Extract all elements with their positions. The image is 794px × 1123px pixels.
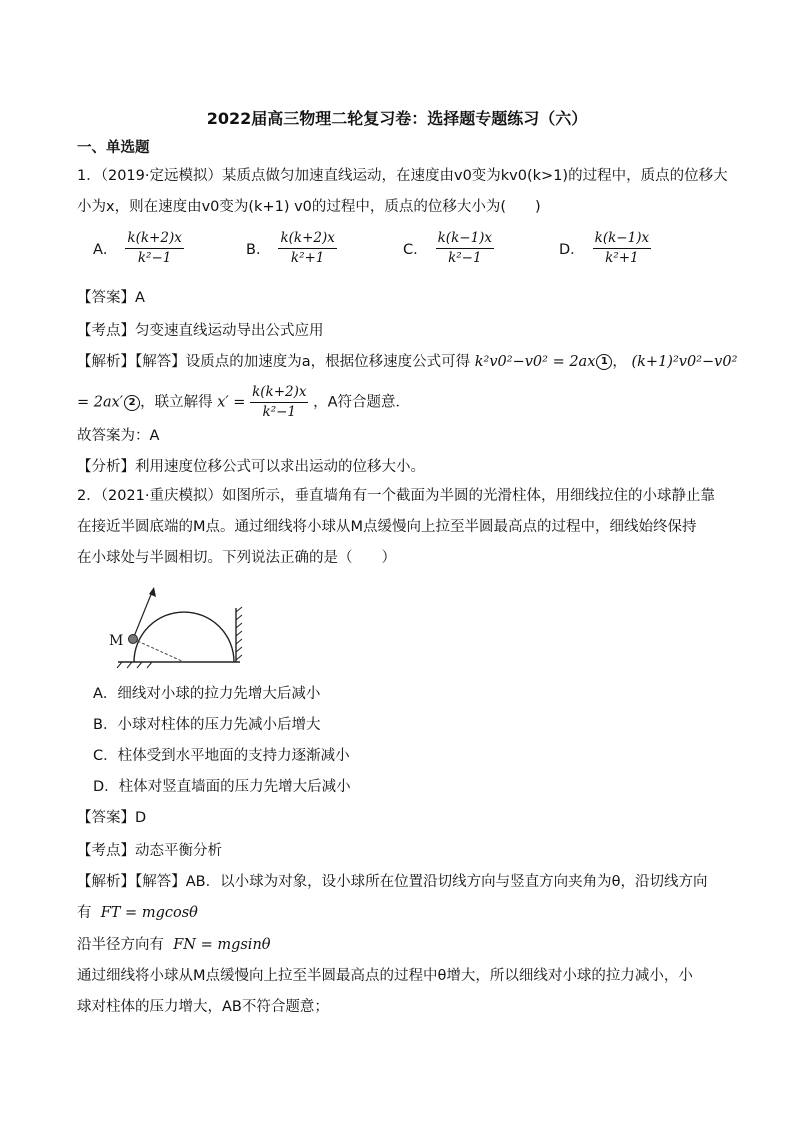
result-fraction: $\frac{k(k+2)x}{\text{k²−1}}$: [252, 384, 307, 420]
q2-stem-line2: 在接近半圆底端的M点。通过细线将小球从M点缓慢向上拉至半圆最高点的过程中，细线始终保持: [77, 519, 697, 535]
option-fraction: $\frac{k(k+2)x}{\text{k²−1}}$: [127, 230, 182, 266]
q1-stem-line1: 1．（2019·定远模拟）某质点做匀加速直线运动，在速度由v0变为kv0(k>1)的过程中，质点的位移大: [77, 168, 728, 184]
q1-fenxi: 【分析】利用速度位移公式可以求出运动的位移大小。: [77, 459, 425, 475]
q2-answer: 【答案】D: [77, 810, 147, 826]
semicircle-cylinder-figure: [100, 582, 260, 672]
svg-text:M: M: [109, 633, 124, 649]
option-fraction: $\frac{k(k-1)x}{\text{k²+1}}$: [594, 230, 650, 266]
q2-option-a: A．细线对小球的拉力先增大后减小: [93, 686, 321, 702]
q2-solution-line5: 球对柱体的压力增大，AB不符合题意；: [77, 999, 329, 1015]
q1-stem-line2: 小为x，则在速度由v0变为(k+1) v0的过程中，质点的位移大小为( ): [77, 199, 541, 215]
q2-solution-line2: 有 FT = mgcosθ: [77, 905, 198, 921]
q1-option-a: [93, 230, 184, 267]
q1-answer: 【答案】A: [77, 290, 145, 306]
q2-solution-line4: 通过细线将小球从M点缓慢向上拉至半圆最高点的过程中θ增大，所以细线对小球的拉力减小，小: [77, 968, 693, 984]
circled-1: 1: [596, 354, 612, 370]
q1-solution-line2: = 2ax′ 2 ，联立解得 x′ = $\frac{k(k+2)x}{\text{k²−1}}$ ，A符合题意．: [77, 384, 411, 420]
q2-option-c: C．柱体受到水平地面的支持力逐渐减小: [93, 748, 350, 764]
q2-option-b: B．小球对柱体的压力先减小后增大: [93, 717, 321, 733]
option-label: C．: [403, 242, 428, 258]
option-fraction: $\frac{k(k+2)x}{\text{k²+1}}$: [280, 230, 335, 266]
q2-solution-line1: 【解析】【解答】AB．以小球为对象，设小球所在位置沿切线方向与竖直方向夹角为θ，沿切线方向: [77, 874, 708, 890]
q2-kaodian: 【考点】动态平衡分析: [77, 843, 222, 859]
equation-1: k²v0²−v0² = 2ax: [474, 354, 596, 370]
result-lhs: x′ =: [217, 394, 246, 411]
q1-option-b: [246, 230, 337, 267]
q1-solution-line1: 【解析】【解答】设质点的加速度为a，根据位移速度公式可得 k²v0²−v0² = 2ax 1 ， (k+1)²v0²−v0²: [77, 354, 738, 370]
equation-ft: FT = mgcosθ: [100, 905, 198, 921]
circled-2: 2: [124, 395, 140, 411]
option-label: B．: [246, 242, 271, 258]
q1-final-answer: 故答案为：A: [77, 428, 160, 444]
equation-2-right: = 2ax′: [77, 394, 124, 411]
page-title: 2022届高三物理二轮复习卷：选择题专题练习（六）: [206, 109, 588, 128]
q2-solution-line3: 沿半径方向有 FN = mgsinθ: [77, 937, 271, 953]
equation-fn: FN = mgsinθ: [173, 937, 271, 953]
q2-stem-line1: 2．（2021·重庆模拟）如图所示，垂直墙角有一个截面为半圆的光滑柱体，用细线拉住的小球静止靠: [77, 488, 715, 504]
q1-kaodian: 【考点】匀变速直线运动导出公式应用: [77, 323, 324, 339]
q2-option-d: D．柱体对竖直墙面的压力先增大后减小: [93, 779, 351, 795]
option-label: D．: [559, 242, 585, 258]
option-label: A．: [93, 242, 118, 258]
q1-option-c: [403, 230, 494, 267]
equation-2-left: (k+1)²v0²−v0²: [631, 354, 738, 370]
section-heading: 一、单选题: [77, 140, 150, 156]
q1-option-d: [559, 230, 651, 267]
option-fraction: $\frac{k(k-1)x}{\text{k²−1}}$: [437, 230, 493, 266]
q2-stem-line3: 在小球处与半圆相切。下列说法正确的是（ ）: [77, 550, 396, 566]
